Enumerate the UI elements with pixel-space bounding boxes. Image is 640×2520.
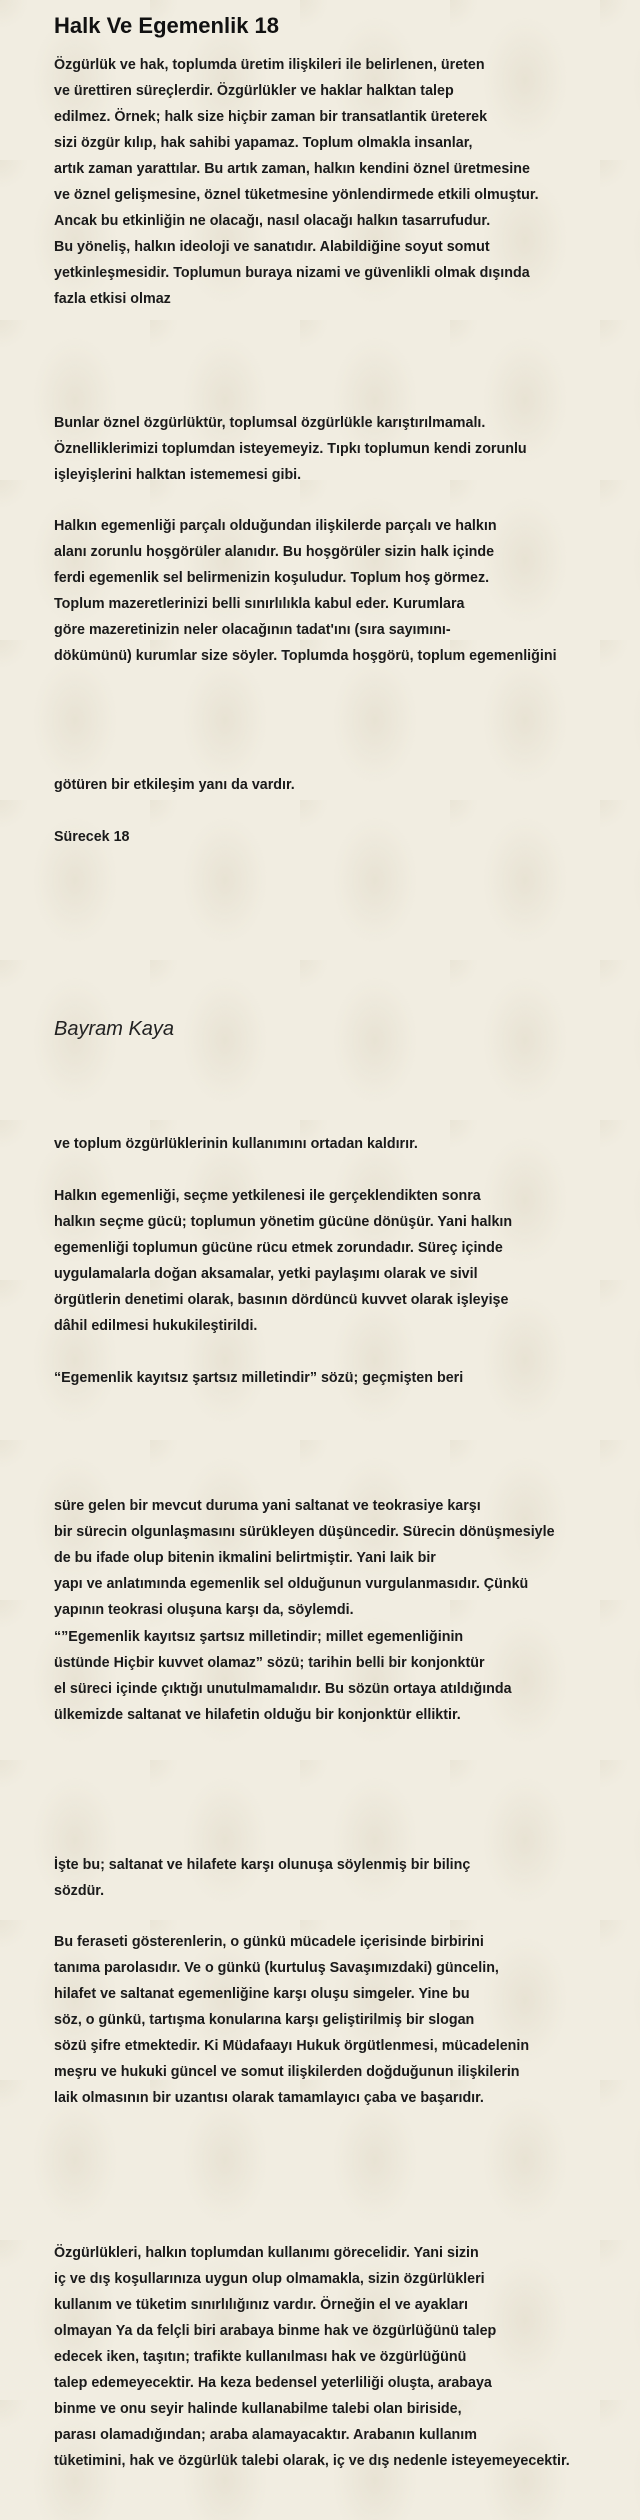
text-line: ve ürettiren süreçlerdir. Özgürlükler ve haklar halktan talep [54, 83, 454, 99]
text-line: sizi özgür kılıp, hak sahibi yapamaz. Toplum olmakla insanlar, [54, 135, 473, 151]
text-line: parası olamadığından; araba alamayacaktır. Arabanın kullanım [54, 2427, 477, 2443]
text-line: el süreci içinde çıktığı unutulmamalıdır. Bu sözün ortaya atıldığında [54, 1681, 512, 1697]
text-line: artık zaman yarattılar. Bu artık zaman, halkın kendini öznel üretmesine [54, 161, 530, 177]
text-line: talep edemeyecektir. Ha keza bedensel yeterliliği oluşta, arabaya [54, 2375, 492, 2391]
text-line: iç ve dış koşullarınıza uygun olup olmamakla, sizin özgürlükleri [54, 2271, 485, 2287]
paragraph-6 [54, 1131, 418, 1157]
text-line: Halkın egemenliği, seçme yetkilenesi ile gerçeklendikten sonra [54, 1188, 481, 1204]
text-line: dökümünü) kurumlar size söyler. Toplumda hoşgörü, toplum egemenliğini [54, 648, 557, 664]
text-line: “Egemenlik kayıtsız şartsız milletindir” sözü; geçmişten beri [54, 1370, 464, 1386]
text-line: alanı zorunlu hoşgörüler alanıdır. Bu hoşgörüler sizin halk içinde [54, 544, 495, 560]
text-line: süre gelen bir mevcut duruma yani saltanat ve teokrasiye karşı [54, 1498, 481, 1514]
text-line: Öznelliklerimizi toplumdan isteyemeyiz. Tıpkı toplumun kendi zorunlu [54, 441, 527, 457]
text-line: yapı ve anlatımında egemenlik sel olduğunun vurgulanmasıdır. Çünkü [54, 1576, 529, 1592]
text-line: kullanım ve tüketim sınırlılığınız vardır. Örneğin el ve ayakları [54, 2297, 468, 2313]
text-line: tanıma parolasıdır. Ve o günkü (kurtuluş Savaşımızdaki) güncelin, [54, 1960, 499, 1976]
text-line: meşru ve hukuki güncel ve somut ilişkilerden doğduğunun ilişkilerin [54, 2064, 520, 2080]
text-line: göre mazeretinizin neler olacağının tadat'ını (sıra sayımını- [54, 622, 451, 638]
text-line: götüren bir etkileşim yanı da vardır. [54, 777, 295, 793]
text-line: yapının teokrasi oluşuna karşı da, söylemdi. [54, 1602, 354, 1618]
paragraph-8 [54, 1365, 463, 1391]
text-line: Halkın egemenliği parçalı olduğundan ilişkilerde parçalı ve halkın [54, 518, 497, 534]
paragraph-4 [54, 772, 295, 798]
paragraph-9 [54, 1493, 555, 1623]
text-line: Özgürlükleri, halkın toplumdan kullanımı görecelidir. Yani sizin [54, 2245, 479, 2261]
paragraph-5 [54, 824, 130, 850]
text-line: yetkinleşmesidir. Toplumun buraya nizami ve güvenlikli olmak dışında [54, 265, 530, 281]
text-line: örgütlerin denetimi olarak, basının dördüncü kuvvet olarak işleyişe [54, 1292, 509, 1308]
text-line: hilafet ve saltanat egemenliğine karşı oluşu simgeler. Yine bu [54, 1986, 470, 2002]
text-line: Toplum mazeretlerinizi belli sınırlılıkla kabul eder. Kurumlara [54, 596, 465, 612]
text-line: İşte bu; saltanat ve hilafete karşı olunuşa söylenmiş bir bilinç [54, 1857, 471, 1873]
text-line: olmayan Ya da felçli biri arabaya binme hak ve özgürlüğünü talep [54, 2323, 497, 2339]
text-line: uygulamalarla doğan aksamalar, yetki paylaşımı olarak ve sivil [54, 1266, 478, 1282]
author-name: Bayram Kaya [54, 1018, 175, 1040]
text-line: egemenliği toplumun gücüne rücu etmek zorundadır. Süreç içinde [54, 1240, 503, 1256]
paragraph-11 [54, 1852, 470, 1904]
article-title: Halk Ve Egemenlik 18 [54, 13, 280, 38]
text-line: ve toplum özgürlüklerinin kullanımını ortadan kaldırır. [54, 1136, 418, 1152]
text-line: ülkemizde saltanat ve hilafetin olduğu bir konjonktür elliktir. [54, 1707, 461, 1723]
text-line: bir sürecin olgunlaşmasını sürükleyen düşüncedir. Sürecin dönüşmesiyle [54, 1524, 555, 1540]
text-line: sözü şifre etmektedir. Ki Müdafaayı Hukuk örgütlenmesi, mücadelenin [54, 2038, 530, 2054]
text-line: Bu feraseti gösterenlerin, o günkü mücadele içerisinde birbirini [54, 1934, 484, 1950]
text-line: laik olmasının bir uzantısı olarak tamamlayıcı çaba ve başarıdır. [54, 2090, 484, 2106]
paragraph-7 [54, 1183, 512, 1339]
paragraph-12 [54, 1929, 529, 2111]
text-line: üstünde Hiçbir kuvvet olamaz” sözü; tarihin belli bir konjonktür [54, 1655, 485, 1671]
text-line: ve öznel gelişmesine, öznel tüketmesine yönlendirmede etkili olmuştur. [54, 187, 539, 203]
paragraph-10 [54, 1624, 512, 1728]
text-line: “”Egemenlik kayıtsız şartsız milletindir; millet egemenliğinin [54, 1629, 464, 1645]
paragraph-2 [54, 410, 527, 488]
text-line: Bunlar öznel özgürlüktür, toplumsal özgürlükle karıştırılmamalı. [54, 415, 486, 431]
text-line: binme ve onu seyir halinde kullanabilme talebi olan biriside, [54, 2401, 462, 2417]
paragraph-3 [54, 513, 557, 669]
text-line: Sürecek 18 [54, 829, 130, 845]
text-line: Özgürlük ve hak, toplumda üretim ilişkileri ile belirlenen, üreten [54, 57, 485, 73]
text-line: ferdi egemenlik sel belirmenizin koşuludur. Toplum hoş görmez. [54, 570, 490, 586]
paragraph-1 [54, 52, 539, 312]
text-line: dâhil edilmesi hukukileştirildi. [54, 1318, 258, 1334]
text-line: edilmez. Örnek; halk size hiçbir zaman bir transatlantik üreterek [54, 109, 488, 125]
text-line: fazla etkisi olmaz [54, 291, 171, 307]
text-line: Bu yöneliş, halkın ideoloji ve sanatıdır. Alabildiğine soyut somut [54, 239, 490, 255]
paragraph-13 [54, 2240, 570, 2474]
text-line: edecek iken, taşıtın; trafikte kullanılması hak ve özgürlüğünü [54, 2349, 467, 2365]
text-line: halkın seçme gücü; toplumun yönetim gücüne dönüşür. Yani halkın [54, 1214, 513, 1230]
text-line: söz, o günkü, tartışma konularına karşı geliştirilmiş bir slogan [54, 2012, 475, 2028]
text-line: işleyişlerini halktan istememesi gibi. [54, 467, 302, 483]
text-line: sözdür. [54, 1883, 105, 1899]
text-line: Ancak bu etkinliğin ne olacağı, nasıl olacağı halkın tasarrufudur. [54, 213, 491, 229]
text-line: tüketimini, hak ve özgürlük talebi olarak, iç ve dış nedenle isteyemeyecektir. [54, 2453, 570, 2469]
text-line: de bu ifade olup bitenin ikmalini belirtmiştir. Yani laik bir [54, 1550, 436, 1566]
